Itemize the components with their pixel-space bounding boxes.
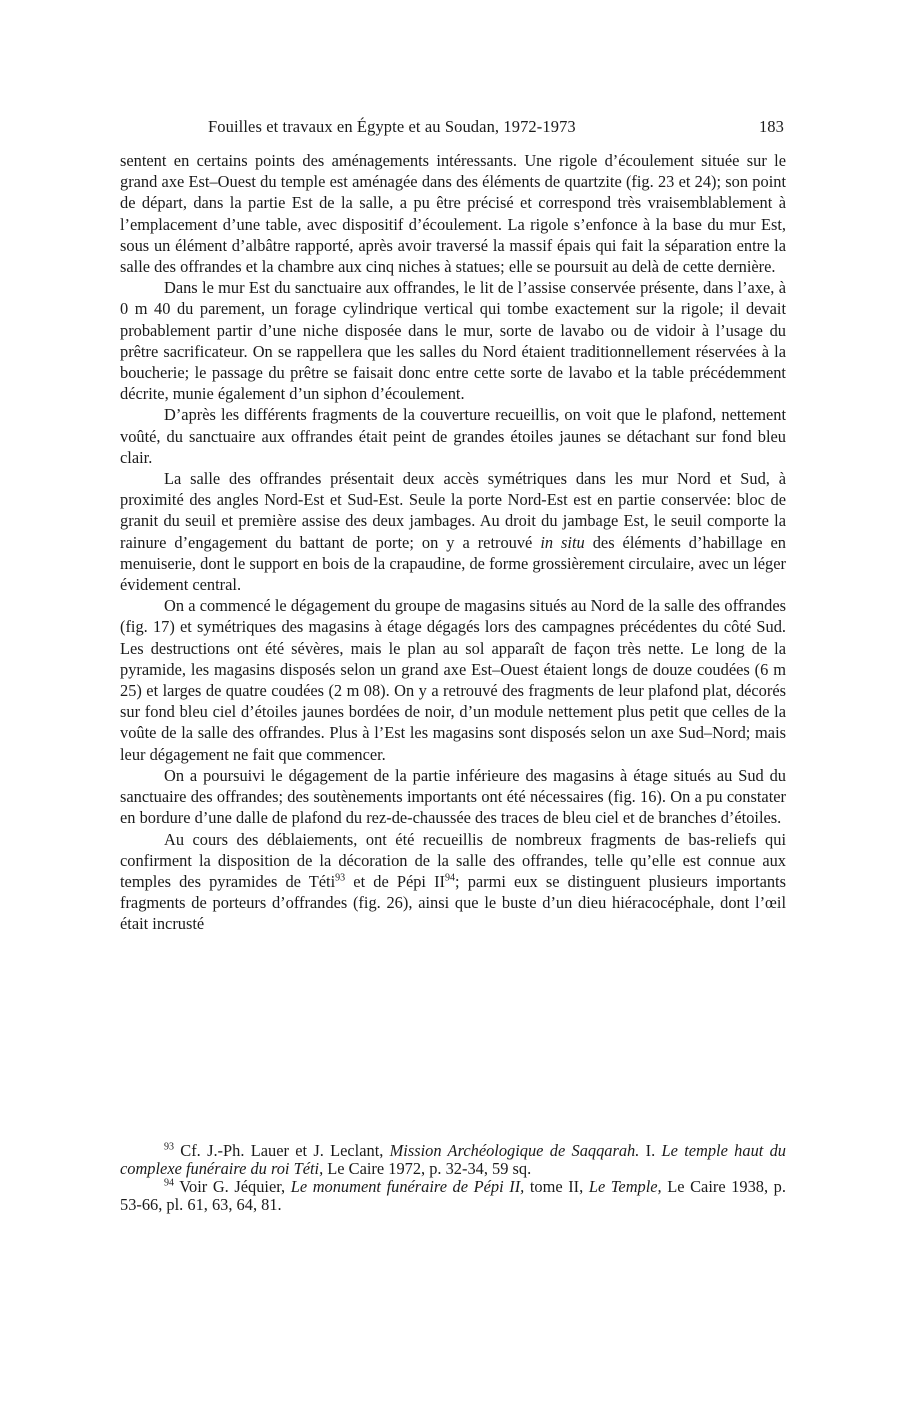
running-header [120,117,786,139]
paragraph: Dans le mur Est du sanctuaire aux offrandes, le lit de l’assise conservée présente, dans l’axe, à 0 m 40 du parement, un forage cylindrique vertical qui tombe exactement sur la rigole; il devait probablement partir d’une niche disposée dans le mur, sorte de lavabo ou de vidoir à l’usage du prêtre sacrificateur. On se rappellera que les salles du Nord étaient traditionnellement réservées à la boucherie; le passage du prêtre se faisait donc entre cette sorte de lavabo et la table précédemment décrite, munie également d’un siphon d’écoulement. [120,278,786,404]
paragraph: On a commencé le dégagement du groupe de magasins situés au Nord de la salle des offrandes (fig. 17) et symétriques des magasins à étage dégagés lors des campagnes précédentes du côté Sud. Les destructions ont été sévères, mais le plan au sol apparaît de façon très nette. Le long de la pyramide, les magasins disposés selon un grand axe Est–Ouest étaient longs de douze coudées (6 m 25) et larges de quatre coudées (2 m 08). On y a retrouvé des fragments de leur plafond plat, décorés sur fond bleu ciel d’étoiles jaunes bordées de noir, d’un module nettement plus petit que celles de la voûte de la salle des offrandes. Plus à l’Est les magasins sont disposés selon un axe Sud–Nord; mais leur dégagement ne fait que commencer. [120,596,786,764]
paragraph: D’après les différents fragments de la couverture recueillis, on voit que le plafond, nettement voûté, du sanctuaire aux offrandes était peint de grandes étoiles jaunes se détachant sur fond bleu clair. [120,405,786,467]
italic-phrase: in situ [540,532,585,552]
paragraph: On a poursuivi le dégagement de la partie inférieure des magasins à étage situés au Sud du sanctuaire des offrandes; des soutènements importants ont été nécessaires (fig. 16). On a pu constater en bordure d’une dalle de plafond du rez-de-chaussée des traces de bleu ciel et de branches d’étoiles. [120,765,786,828]
paragraph: sentent en certains points des aménagements intéressants. Une rigole d’écoulement située sur le grand axe Est–Ouest du temple est aménagée dans des éléments de quartzite (fig. 23 et 24); son point de départ, dans la partie Est de la salle, a pu être précisé et correspond très vraisemblablement à l’emplacement d’une table, avec dispositif d’écoulement. La rigole s’enfonce à la base du mur Est, sous un élément d’albâtre rapporté, après avoir traversé la massif épais qui fait la séparation entre la salle des offrandes et la chambre aux cinq niches à statues; elle se poursuit au delà de cette dernière. [120,151,786,277]
footnote-number: 93 [164,1141,174,1153]
footnote: $^{94}$ Voir G. Jéquier, Le monument funéraire de Pépi II, tome II, Le Temple, Le Caire 1938, p. 53-66, pl. 61, 63, 64, 81. [120,1177,786,1214]
footnotes [120,1142,786,1214]
running-title: Fouilles et travaux en Égypte et au Soudan, 1972-1973 [208,117,576,136]
page-number: 183 [758,117,784,136]
paragraph: La salle des offrandes présentait deux accès symétriques dans les mur Nord et Sud, à proximité des angles Nord-Est et Sud-Est. Seule la porte Nord-Est est en partie conservée: bloc de granit du seuil et première assise des deux jambages. Au droit du jambage Est, le seuil comporte la rainure d’engagement du battant de porte; on y a retrouvé in situ des éléments d’habillage en menuiserie, dont le support en bois de la crapaudine, de forme grossièrement circulaire, avec un léger évidement central. [120,469,786,595]
footnote-number: 94 [164,1177,174,1189]
footnote-reference[interactable]: 94 [445,872,456,884]
footnote-reference[interactable]: 93 [335,872,346,884]
body-text [120,150,786,935]
document-page [120,0,786,1416]
footnote: $^{93}$ Cf. J.-Ph. Lauer et J. Leclant, Mission Archéologique de Saqqarah. I. Le temple haut du complexe funéraire du roi Téti, Le Caire 1972, p. 32-34, 59 sq. [120,1141,787,1178]
paragraph: Au cours des déblaiements, ont été recueillis de nombreux fragments de bas-reliefs qui confirment la disposition de la décoration de la salle des offrandes, telle qu’elle est connue aux temples des pyramides de Téti$^{93}$ et de Pépi II$^{94}$; parmi eux se distinguent plusieurs importants fragments de porteurs d’offrandes (fig. 26), ainsi que le buste d’un dieu hiéracocéphale, dont l’œil était incrusté [120,829,786,934]
